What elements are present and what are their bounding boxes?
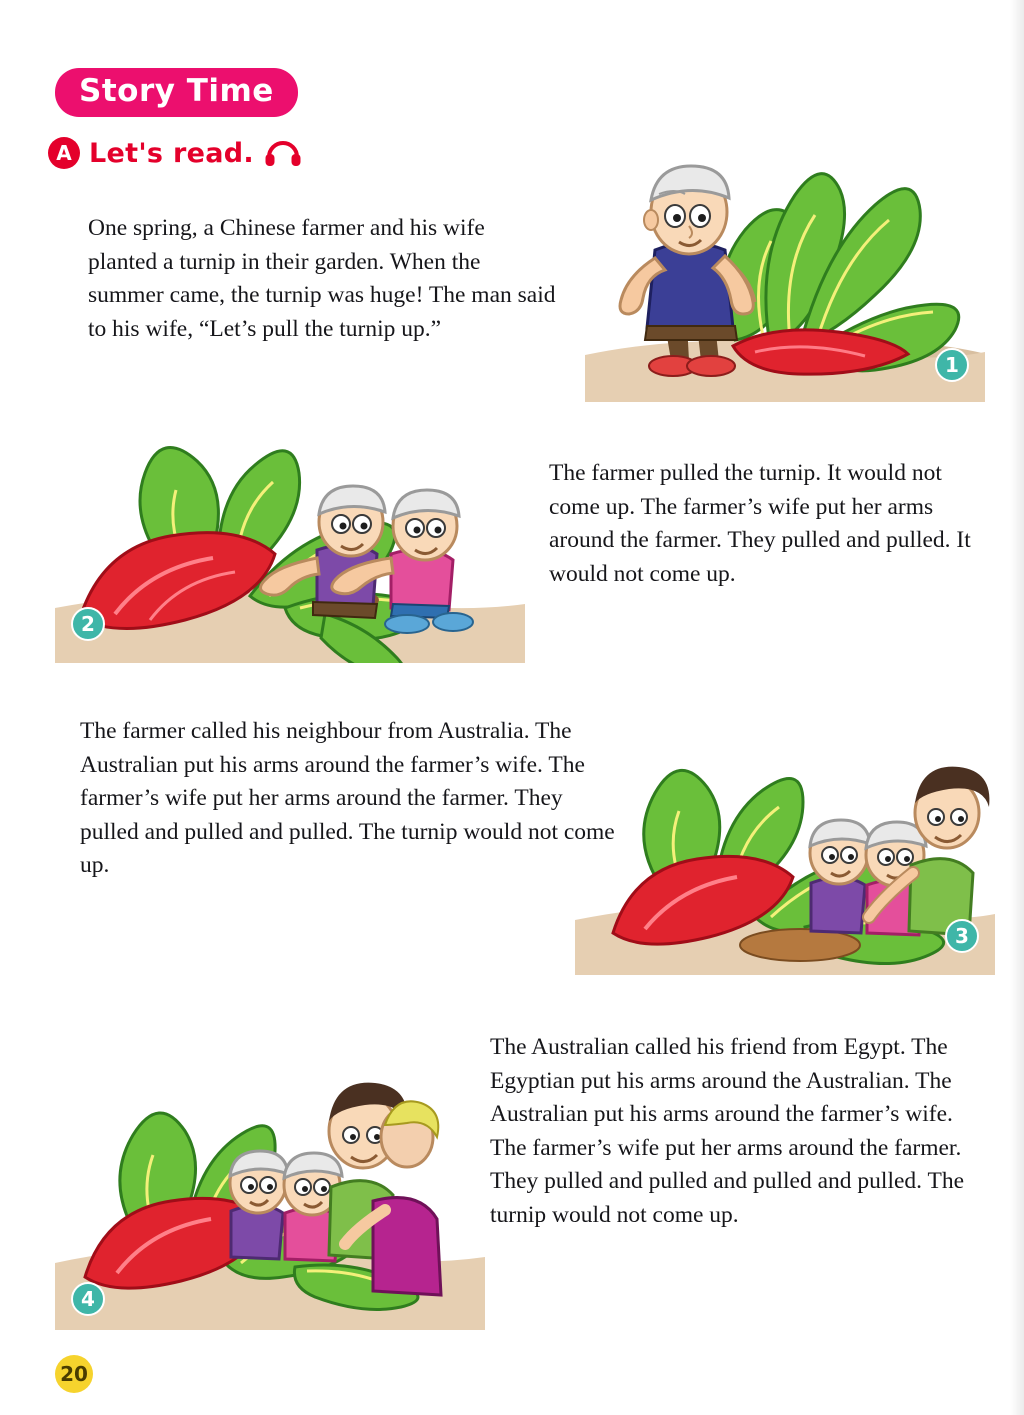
illustration-number-badge-4: 4 [71, 1282, 105, 1316]
illustration-4 [55, 1005, 485, 1330]
story-paragraph-2: The farmer pulled the turnip. It would not come up. The farmer’s wife put her arms around the farmer. They pulled and pulled. It would not come up. [549, 460, 971, 587]
page-number: 20 [55, 1355, 93, 1393]
story-paragraph-4: The Australian called his friend from Egypt. The Egyptian put his arms around the Australian. The Australian put his arms around the farmer’s wife. The farmer’s wife put her arms around the farmer. They pulled and pulled and pulled and pulled. The turnip would not come up. [490, 1034, 965, 1228]
illustration-number-badge-1: 1 [935, 348, 969, 382]
story-paragraph-1: One spring, a Chinese farmer and his wife planted a turnip in their garden. When the summer came, the turnip was huge! The man said to his wife, “Let’s pull the turnip up.” [88, 215, 556, 342]
illustration-3 [575, 705, 995, 975]
section-title-badge: Story Time [55, 68, 298, 117]
illustration-2 [55, 418, 525, 663]
activity-label: Let's read. [89, 137, 254, 169]
page-edge-shadow [1010, 0, 1024, 1415]
activity-heading [48, 133, 302, 173]
illustration-number-badge-2: 2 [71, 607, 105, 641]
story-paragraph-3: The farmer called his neighbour from Australia. The Australian put his arms around the farmer’s wife. The farmer’s wife put her arms around the farmer. They pulled and pulled and pulled. The turnip would not come up. [80, 718, 615, 879]
activity-letter-badge: A [48, 137, 80, 169]
headphones-icon [264, 138, 302, 171]
illustration-number-badge-3: 3 [945, 919, 979, 953]
illustration-1 [585, 140, 985, 402]
